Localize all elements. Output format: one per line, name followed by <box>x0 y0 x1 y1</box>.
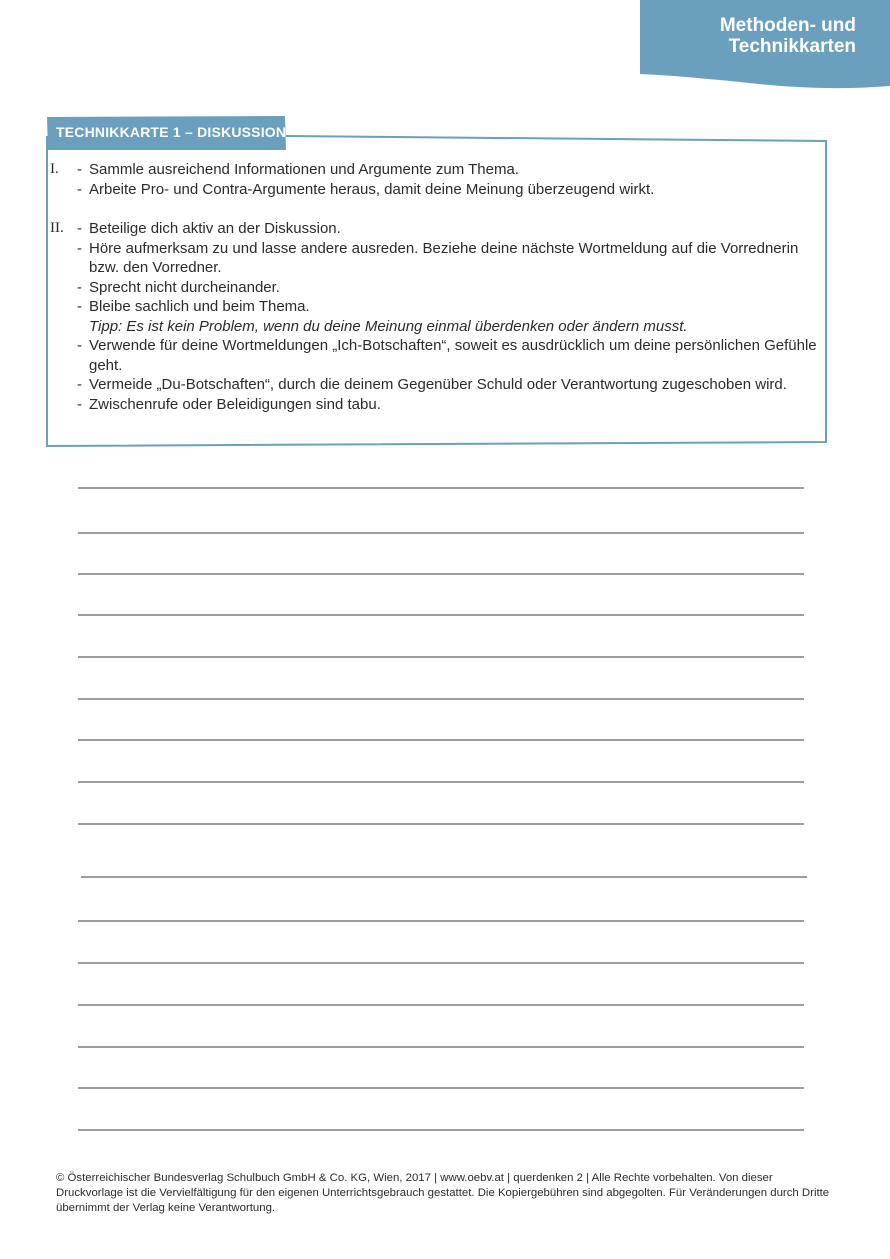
list-item: - Verwende für deine Wortmeldungen „Ich-Botschaften“, soweit es ausdrücklich um deine persönlichen Gefühle geht. <box>77 336 820 375</box>
section-items <box>77 219 820 414</box>
card-title: TECHNIKKARTE 1 – DISKUSSION <box>56 124 287 140</box>
list-item-text: Sammle ausreichend Informationen und Argumente zum Thema. <box>89 161 519 178</box>
list-item: - Sammle ausreichend Informationen und Argumente zum Thema. <box>77 160 820 180</box>
writing-lines <box>0 470 890 1150</box>
list-item: - Bleibe sachlich und beim Thema. <box>77 297 820 317</box>
copyright-footer: © Österreichischer Bundesverlag Schulbuch GmbH & Co. KG, Wien, 2017 | www.oebv.at | querdenken 2 | Alle Rechte vorbehalten. Von dieser Druckvorlage ist die Vervielfältigung für den eigenen Unterrichtsgebrauch gestattet. Die Kopiergebühren sind abgegolten. Für Veränderungen durch Dritte übernimmt der Verlag keine Verantwortung. <box>56 1172 830 1214</box>
list-item-text: Bleibe sachlich und beim Thema. <box>89 298 310 315</box>
list-item-text: Beteilige dich aktiv an der Diskussion. <box>89 220 341 237</box>
section-numeral: II. <box>50 220 64 236</box>
list-item: - Arbeite Pro- und Contra-Argumente heraus, damit deine Meinung überzeugend wirkt. <box>77 180 820 200</box>
tip-text: Tipp: Es ist kein Problem, wenn du deine Meinung einmal überdenken oder ändern musst. <box>89 317 688 335</box>
corner-title-line1: Methoden- und <box>719 15 856 36</box>
list-item-text: Verwende für deine Wortmeldungen „Ich-Botschaften“, soweit es ausdrücklich um deine persönlichen Gefühle geht. <box>89 337 817 374</box>
card-body <box>50 160 820 414</box>
list-item: - Zwischenrufe oder Beleidigungen sind tabu. <box>77 395 820 415</box>
list-item: - Höre aufmerksam zu und lasse andere ausreden. Beziehe deine nächste Wortmeldung auf die Vorrednerin bzw. den Vorredner. <box>77 239 820 278</box>
list-item-text: Vermeide „Du-Botschaften“, durch die deinem Gegenüber Schuld oder Verantwortung zugeschoben wird. <box>89 376 787 393</box>
section-numeral: I. <box>50 161 59 177</box>
list-item-text: Zwischenrufe oder Beleidigungen sind tabu. <box>89 395 381 413</box>
list-item: - Sprecht nicht durcheinander. <box>77 278 820 298</box>
list-item: - Beteilige dich aktiv an der Diskussion. <box>77 219 820 239</box>
list-item-text: Arbeite Pro- und Contra-Argumente heraus, damit deine Meinung überzeugend wirkt. <box>89 180 655 198</box>
section-2 <box>50 219 820 414</box>
list-item-text: Höre aufmerksam zu und lasse andere ausreden. Beziehe deine nächste Wortmeldung auf die Vorrednerin bzw. den Vorredner. <box>89 239 799 276</box>
section-items <box>77 160 820 199</box>
list-item-text: Sprecht nicht durcheinander. <box>89 278 280 296</box>
section-1 <box>50 160 820 199</box>
corner-title-line2: Technikkarten <box>728 36 856 57</box>
list-item: - Vermeide „Du-Botschaften“, durch die deinem Gegenüber Schuld oder Verantwortung zugeschoben wird. <box>77 375 820 395</box>
